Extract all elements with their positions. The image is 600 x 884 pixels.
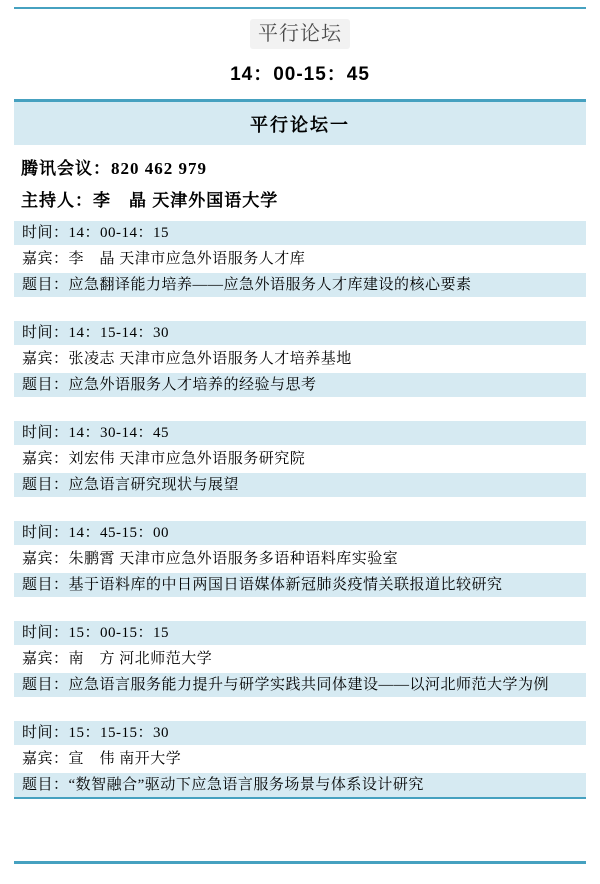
guest-value: 李 晶 天津市应急外语服务人才库	[68, 251, 306, 267]
time-value: 14：15-14：30	[68, 325, 170, 341]
topic-label: 题目：	[22, 377, 69, 393]
time-range: 14：00-15：45	[230, 64, 370, 85]
session-time-row	[14, 621, 586, 645]
time-value: 15：00-15：15	[68, 625, 170, 641]
guest-label: 嘉宾：	[22, 251, 69, 267]
topic-value: 应急语言服务能力提升与研学实践共同体建设——以河北师范大学为例	[68, 677, 550, 693]
topic-value: 基于语料库的中日两国日语媒体新冠肺炎疫情关联报道比较研究	[68, 577, 503, 593]
time-value: 14：30-14：45	[68, 425, 170, 441]
forum-title-wrap	[0, 19, 600, 49]
time-label: 时间：	[22, 325, 69, 341]
topic-label: 题目：	[22, 777, 69, 793]
session-guest-row	[14, 747, 586, 771]
session-guest-row	[14, 247, 586, 271]
time-label: 时间：	[22, 625, 69, 641]
session-time-row	[14, 521, 586, 545]
guest-label: 嘉宾：	[22, 651, 69, 667]
guest-value: 张凌志 天津市应急外语服务人才培养基地	[68, 351, 352, 367]
guest-value: 朱鹏霄 天津市应急外语服务多语种语料库实验室	[68, 551, 399, 567]
session-topic-row	[14, 273, 586, 297]
session-topic-row	[14, 573, 586, 597]
time-label: 时间：	[22, 225, 69, 241]
session-time-row	[14, 221, 586, 245]
program-page	[0, 7, 600, 884]
topic-value: “数智融合”驱动下应急语言服务场景与体系设计研究	[68, 777, 424, 793]
session-block-1	[14, 221, 586, 297]
time-label: 时间：	[22, 725, 69, 741]
top-divider	[14, 7, 586, 9]
topic-value: 应急翻译能力培养——应急外语服务人才库建设的核心要素	[68, 277, 472, 293]
session-guest-row	[14, 547, 586, 571]
guest-value: 南 方 河北师范大学	[68, 651, 213, 667]
topic-label: 题目：	[22, 577, 69, 593]
session-block-5	[14, 621, 586, 697]
session-block-4	[14, 521, 586, 597]
session-guest-row	[14, 347, 586, 371]
session-topic-row	[14, 473, 586, 497]
session-block-2	[14, 321, 586, 397]
topic-label: 题目：	[22, 677, 69, 693]
time-value: 14：45-15：00	[68, 525, 170, 541]
session-topic-row	[14, 373, 586, 397]
forum-title: 平行论坛	[250, 19, 350, 49]
topic-value: 应急语言研究现状与展望	[68, 477, 240, 493]
guest-label: 嘉宾：	[22, 751, 69, 767]
session-list	[0, 221, 600, 799]
session-topic-row	[14, 673, 586, 697]
meeting-label: 腾讯会议：	[21, 159, 111, 178]
time-label: 时间：	[22, 525, 69, 541]
topic-value: 应急外语服务人才培养的经验与思考	[68, 377, 317, 393]
topic-label: 题目：	[22, 277, 69, 293]
time-label: 时间：	[22, 425, 69, 441]
session-time-row	[14, 421, 586, 445]
meeting-info	[21, 157, 600, 181]
session-block-3	[14, 421, 586, 497]
guest-label: 嘉宾：	[22, 451, 69, 467]
guest-label: 嘉宾：	[22, 351, 69, 367]
topic-label: 题目：	[22, 477, 69, 493]
session-block-6	[14, 721, 586, 797]
meeting-id: 820 462 979	[111, 159, 207, 178]
session-time-row	[14, 721, 586, 745]
forum-banner	[14, 99, 586, 145]
host-label: 主持人：	[21, 191, 93, 210]
guest-label: 嘉宾：	[22, 551, 69, 567]
session-guest-row	[14, 447, 586, 471]
session-topic-row	[14, 773, 586, 797]
host-info	[21, 189, 600, 213]
section-end-divider	[14, 797, 586, 799]
session-time-row	[14, 321, 586, 345]
host-name: 李 晶 天津外国语大学	[93, 191, 279, 210]
bottom-divider	[14, 861, 586, 864]
time-value: 15：15-15：30	[68, 725, 170, 741]
forum-banner-title: 平行论坛一	[250, 114, 350, 135]
time-value: 14：00-14：15	[68, 225, 170, 241]
guest-value: 宣 伟 南开大学	[68, 751, 182, 767]
guest-value: 刘宏伟 天津市应急外语服务研究院	[68, 451, 306, 467]
session-guest-row	[14, 647, 586, 671]
